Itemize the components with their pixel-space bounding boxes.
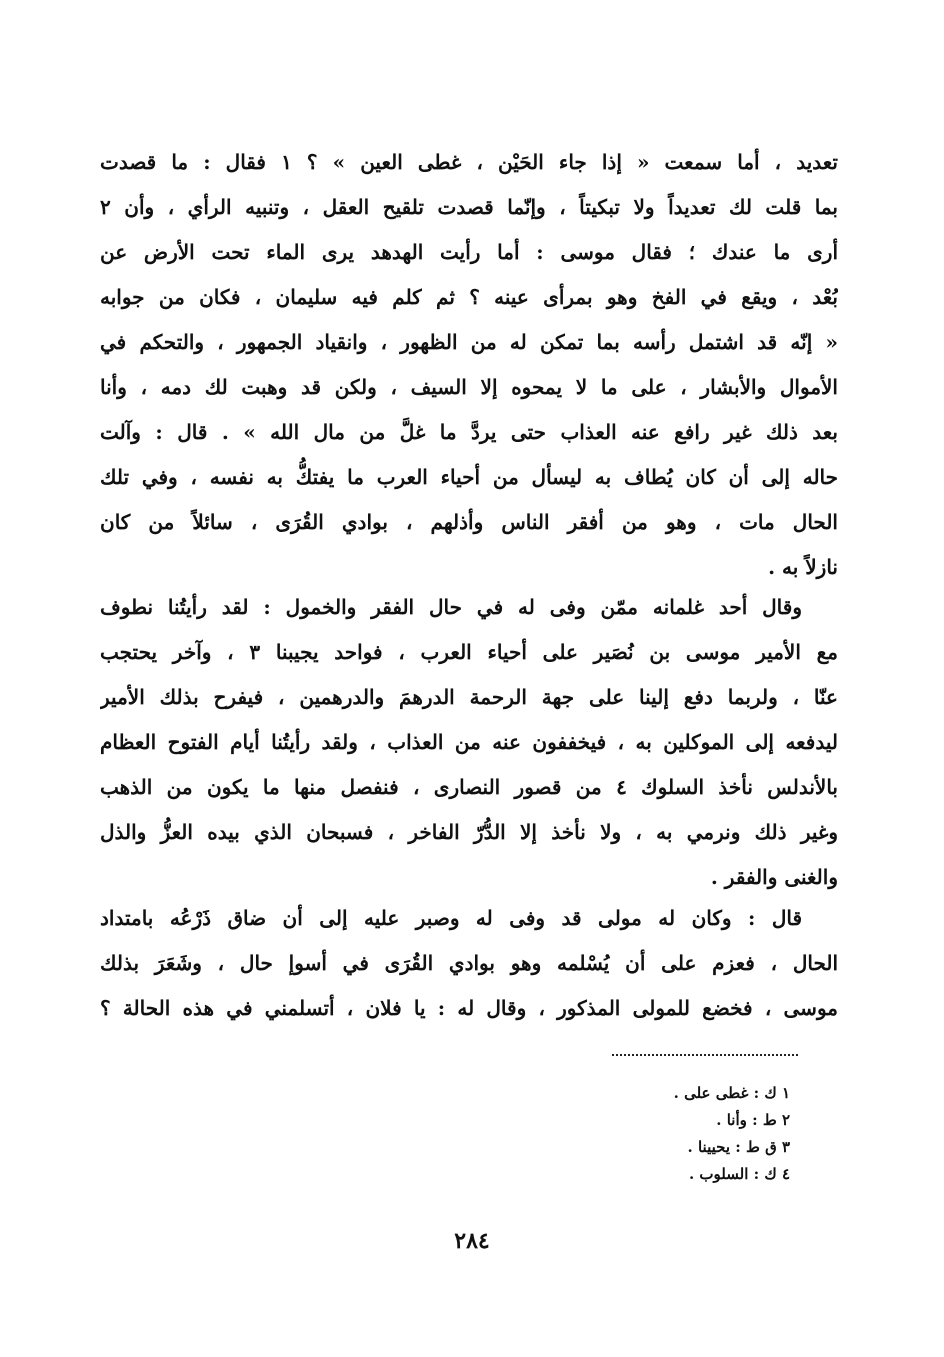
- text-line: الحال ، فعزم على أن يُسْلمه وهو بوادي القُرَى في أسوإ حال ، وشَعَرَ بذلك: [100, 951, 838, 975]
- text-line: الحال مات ، وهو من أفقر الناس وأذلهم ، بوادي القُرَى ، سائلاً من كان: [100, 510, 838, 534]
- text-line: بما قلت لك تعديداً ولا تبكيتاً ، وإنّما قصدت تلقيح العقل ، وتنبيه الرأي ، وأن ٢: [100, 195, 838, 219]
- footnote: ٤ ك : السلوب .: [688, 1165, 790, 1183]
- footnote: ٢ ط : وأنا .: [716, 1111, 790, 1129]
- text-line: والغنى والفقر .: [710, 865, 838, 889]
- text-line: بالأندلس نأخذ السلوك ٤ من قصور النصارى ، فنفصل منها ما يكون من الذهب: [100, 775, 838, 799]
- text-line: الأموال والأبشار ، على ما لا يمحوه إلا السيف ، ولكن قد وهبت لك دمه ، وأنا: [100, 375, 838, 399]
- footnote-divider: [612, 1054, 798, 1056]
- text-line: بُعْد ، ويقع في الفخ وهو بمرأى عينه ؟ ثم كلم فيه سليمان ، فكان من جوابه: [100, 285, 838, 309]
- footnotes: [560, 1080, 790, 1188]
- paragraph-3: [100, 896, 838, 1031]
- text-line: بعد ذلك غير رافع عنه العذاب حتى يردَّ ما غلَّ من مال الله » . قال : وآلت: [100, 420, 838, 444]
- text-line: أرى ما عندك ؛ فقال موسى : أما رأيت الهدهد يرى الماء تحت الأرض عن: [100, 240, 838, 264]
- footnote: ١ ك : غطى على .: [673, 1084, 790, 1102]
- paragraph-1: [100, 140, 838, 590]
- text-line: قال : وكان له مولى قد وفى له وصبر عليه إلى أن ضاق ذَرْعُه بامتداد: [100, 906, 802, 930]
- paragraph-2: [100, 585, 838, 900]
- text-line: وقال أحد غلمانه ممّن وفى له في حال الفقر والخمول : لقد رأيتُنا نطوف: [100, 595, 802, 619]
- page-number: ٢٨٤: [454, 1228, 490, 1254]
- text-line: ليدفعه إلى الموكلين به ، فيخففون عنه من العذاب ، ولقد رأيتُنا أيام الفتوح العظام: [100, 730, 838, 754]
- text-line: تعديد ، أما سمعت « إذا جاء الحَيْن ، غطى العين » ؟ ١ فقال : ما قصدت: [100, 150, 838, 174]
- text-line: « إنّه قد اشتمل رأسه بما تمكن له من الظهور ، وانقياد الجمهور ، والتحكم في: [100, 330, 838, 354]
- text-line: موسى ، فخضع للمولى المذكور ، وقال له : يا فلان ، أتسلمني في هذه الحالة ؟: [100, 996, 838, 1020]
- text-line: وغير ذلك ونرمي به ، ولا نأخذ إلا الدُّرّ الفاخر ، فسبحان الذي بيده العزُّ والذل: [100, 820, 838, 844]
- text-line: نازلاً به .: [768, 555, 838, 579]
- text-line: عنّا ، ولربما دفع إلينا على جهة الرحمة الدرهمَ والدرهمين ، فيفرح بذلك الأمير: [100, 685, 838, 709]
- text-line: مع الأمير موسى بن نُصَير على أحياء العرب ، فواحد يجيبنا ٣ ، وآخر يحتجب: [100, 640, 838, 664]
- text-line: حاله إلى أن كان يُطاف به ليسأل من أحياء العرب ما يفتكُّ به نفسه ، وفي تلك: [100, 465, 838, 489]
- footnote: ٣ ق ط : يحيينا .: [687, 1138, 790, 1156]
